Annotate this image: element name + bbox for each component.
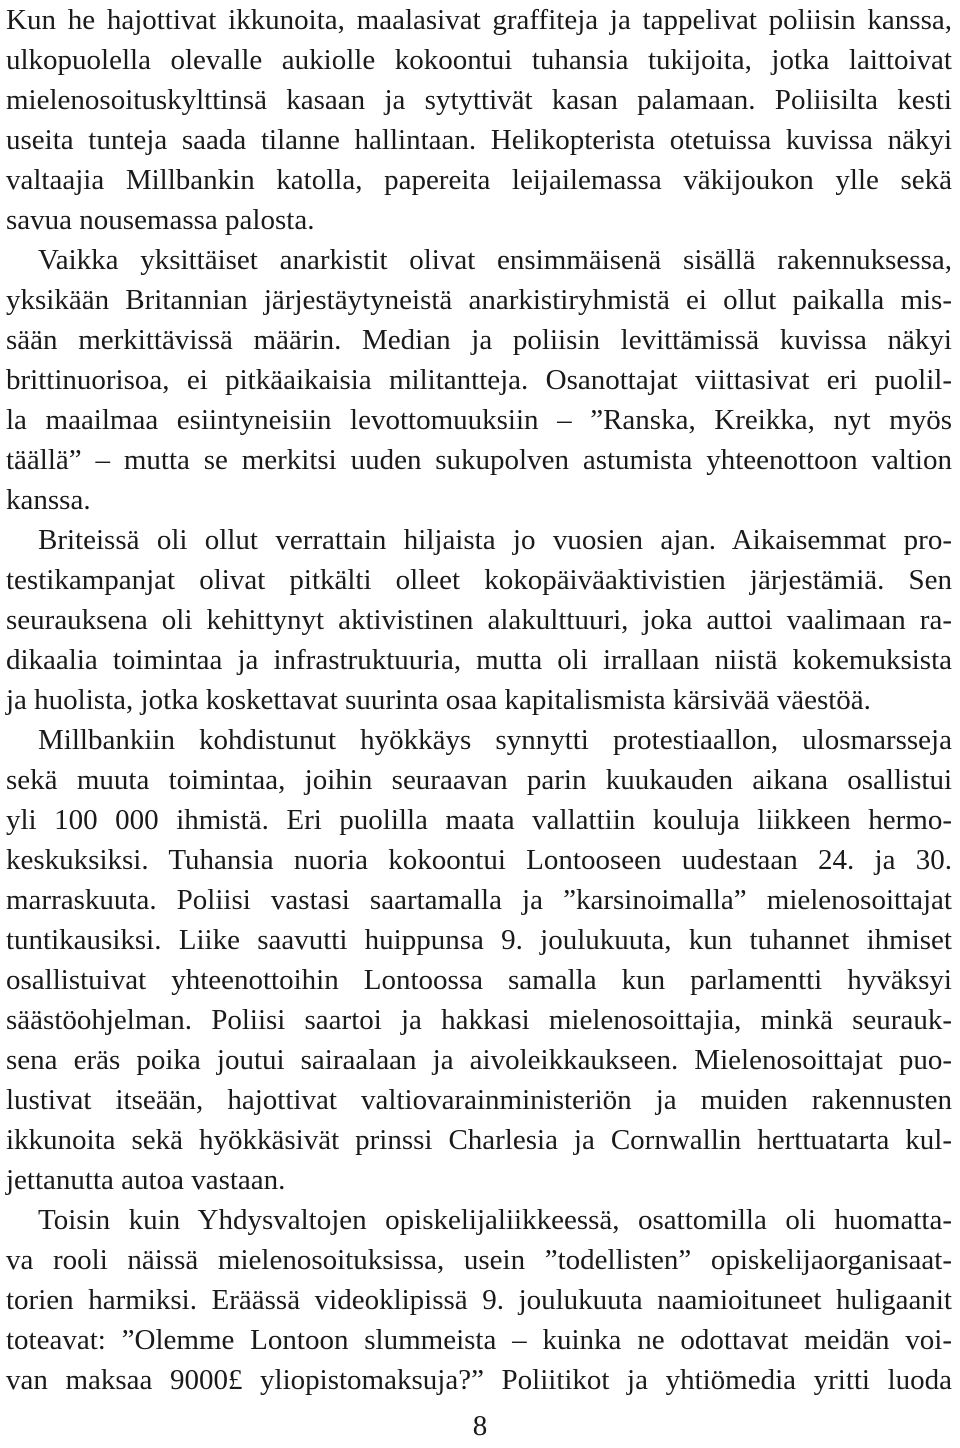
text-line: torien harmiksi. Eräässä videoklipissä 9. joulukuuta naamioituneet huligaanit (6, 1284, 952, 1316)
text-line: ikkunoita sekä hyökkäsivät prinssi Charlesia ja Cornwallin herttuatarta kul- (6, 1124, 952, 1156)
page-number: 8 (472, 1410, 488, 1442)
text-line: testikampanjat olivat pitkälti olleet kokopäiväaktivistien järjestämiä. Sen (6, 564, 952, 596)
text-line: keskuksiksi. Tuhansia nuoria kokoontui Lontooseen uudestaan 24. ja 30. (6, 844, 952, 876)
text-line: seurauksena oli kehittynyt aktivistinen alakulttuuri, joka auttoi vaalimaan ra- (6, 604, 952, 636)
text-line: jettanutta autoa vastaan. (6, 1164, 286, 1196)
text-line: useita tunteja saada tilanne hallintaan. Helikopterista otetuissa kuvissa näkyi (6, 124, 952, 156)
text-line: yli 100 000 ihmistä. Eri puolilla maata vallattiin kouluja liikkeen hermo- (6, 804, 952, 836)
text-line: kanssa. (6, 484, 91, 516)
text-line: savua nousemassa palosta. (6, 204, 315, 236)
text-line: tuntikausiksi. Liike saavutti huippunsa 9. joulukuuta, kun tuhannet ihmiset (6, 924, 952, 956)
text-line: Kun he hajottivat ikkunoita, maalasivat graffiteja ja tappelivat poliisin kanssa, (6, 4, 952, 36)
text-line: sään merkittävissä määrin. Median ja poliisin levittämissä kuvissa näkyi (6, 324, 952, 356)
text-line: la maailmaa esiintyneisiin levottomuuksiin – ”Ranska, Kreikka, nyt myös (6, 404, 952, 436)
text-line: Toisin kuin Yhdysvaltojen opiskelijaliikkeessä, osattomilla oli huomatta- (38, 1204, 952, 1236)
text-line: ja huolista, jotka koskettavat suurinta osaa kapitalismista kärsivää väestöä. (6, 684, 871, 716)
text-line: valtaajia Millbankin katolla, papereita leijailemassa väkijoukon ylle sekä (6, 164, 952, 196)
text-line: lustivat itseään, hajottivat valtiovarainministeriön ja muiden rakennusten (6, 1084, 952, 1116)
text-line: sena eräs poika joutui sairaalaan ja aivoleikkaukseen. Mielenosoittajat puo- (6, 1044, 952, 1076)
text-line: yksikään Britannian järjestäytyneistä anarkistiryhmistä ei ollut paikalla mis- (6, 284, 952, 316)
text-line: täällä” – mutta se merkitsi uuden sukupolven astumista yhteenottoon valtion (6, 444, 952, 476)
text-line: Millbankiin kohdistunut hyökkäys synnytti protestiaallon, ulosmarsseja (38, 724, 952, 756)
text-line: säästöohjelman. Poliisi saartoi ja hakkasi mielenosoittajia, minkä seurauk- (6, 1004, 952, 1036)
text-line: marraskuuta. Poliisi vastasi saartamalla ja ”karsinoimalla” mielenosoittajat (6, 884, 952, 916)
text-line: mielenosoituskylttinsä kasaan ja sytyttivät kasan palamaan. Poliisilta kesti (6, 84, 952, 116)
text-line: brittinuorisoa, ei pitkäaikaisia militantteja. Osanottajat viittasivat eri puolil- (6, 364, 952, 396)
text-line: Briteissä oli ollut verrattain hiljaista jo vuosien ajan. Aikaisemmat pro- (38, 524, 952, 556)
text-line: Vaikka yksittäiset anarkistit olivat ensimmäisenä sisällä rakennuksessa, (38, 244, 952, 276)
text-line: va rooli näissä mielenosoituksissa, usein ”todellisten” opiskelijaorganisaat- (6, 1244, 952, 1276)
text-line: toteavat: ”Olemme Lontoon slummeista – kuinka ne odottavat meidän voi- (6, 1324, 952, 1356)
text-line: ulkopuolella olevalle aukiolle kokoontui tuhansia tukijoita, jotka laittoivat (6, 44, 952, 76)
text-line: van maksaa 9000£ yliopistomaksuja?” Poliitikot ja yhtiömedia yritti luoda (6, 1364, 952, 1396)
text-line: dikaalia toimintaa ja infrastruktuuria, mutta oli irrallaan niistä kokemuksista (6, 644, 952, 676)
text-line: sekä muuta toimintaa, joihin seuraavan parin kuukauden aikana osallistui (6, 764, 952, 796)
text-line: osallistuivat yhteenottoihin Lontoossa samalla kun parlamentti hyväksyi (6, 964, 952, 996)
